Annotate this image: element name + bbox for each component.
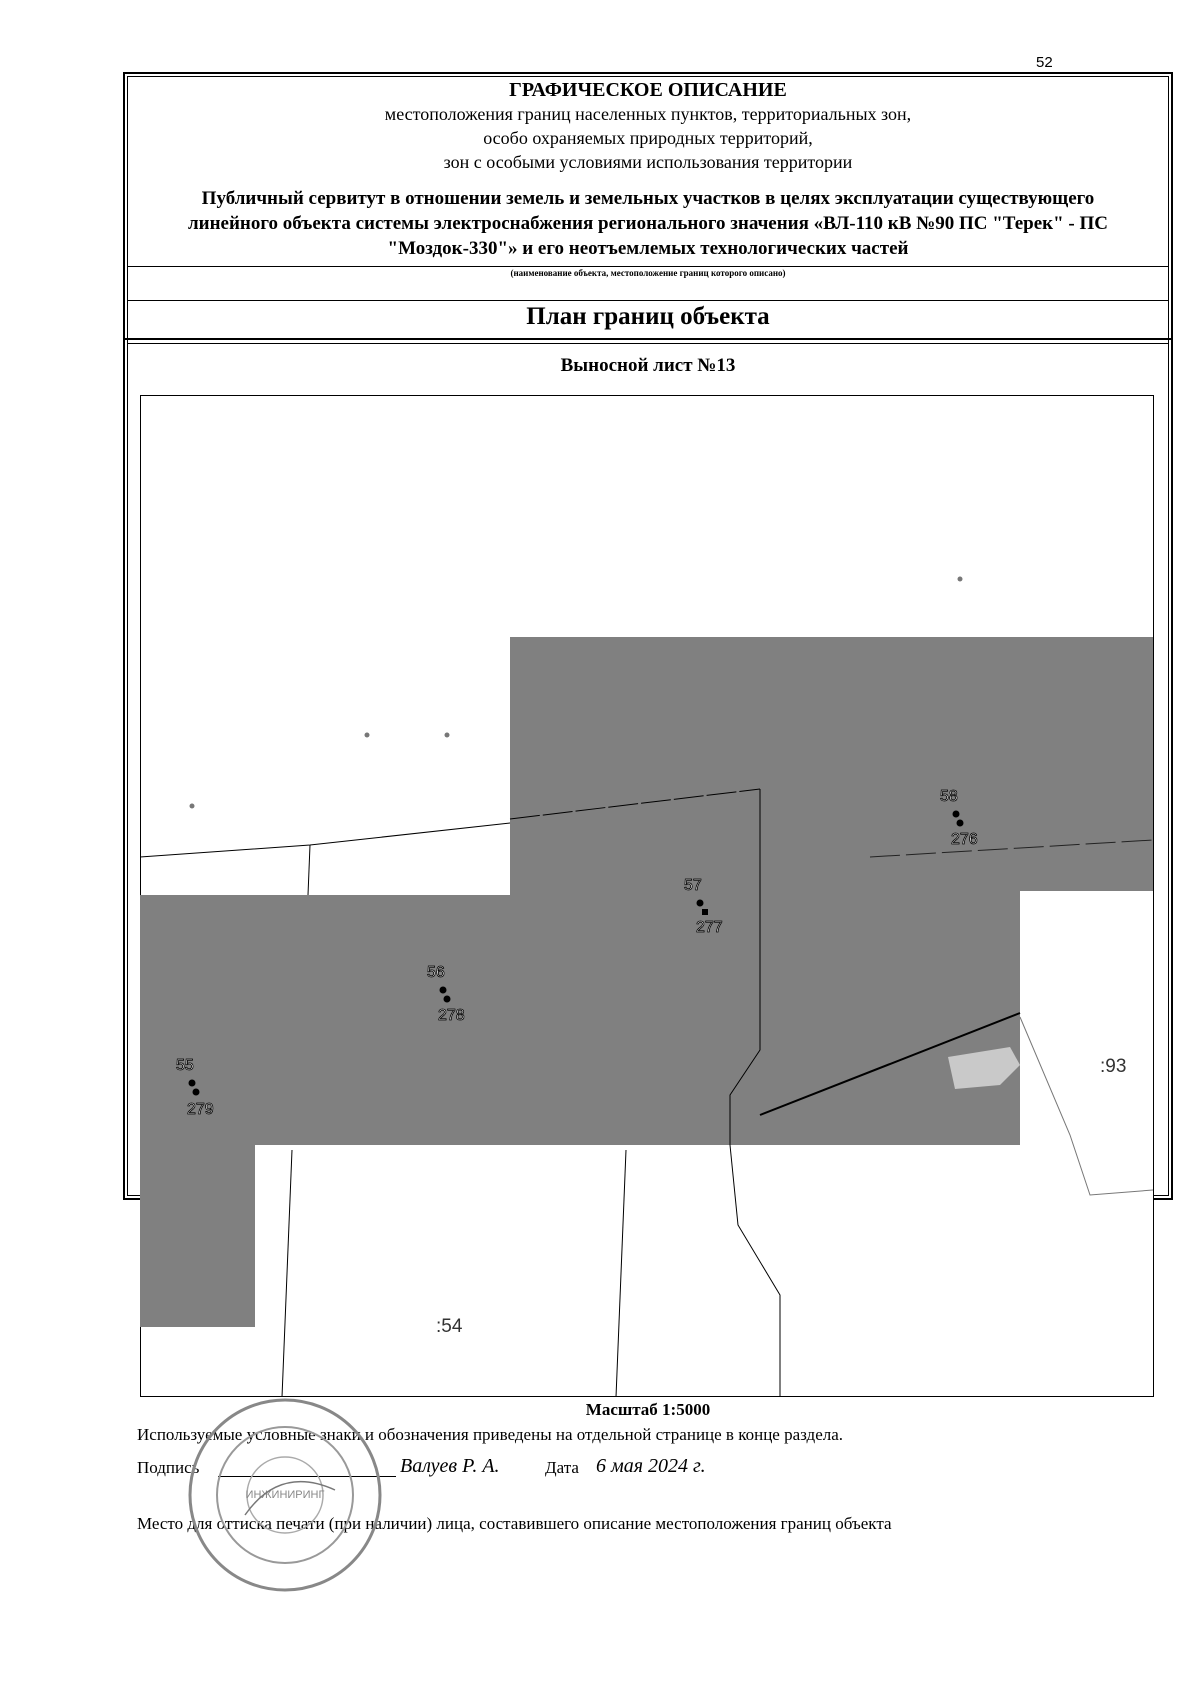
company-seal bbox=[185, 1395, 385, 1595]
document-subtitle-line: местоположения границ населенных пунктов, территориальных зон, bbox=[384, 104, 912, 124]
document-header bbox=[127, 76, 1169, 261]
seal-center-text: ИНЖИНИРИНГ bbox=[245, 1489, 325, 1501]
signer-name: Валуев Р. А. bbox=[400, 1455, 500, 1477]
point-label-bottom: 276 bbox=[951, 831, 978, 848]
point-marker bbox=[444, 996, 451, 1003]
date-value: 6 мая 2024 г. bbox=[596, 1455, 706, 1477]
point-marker bbox=[702, 909, 708, 915]
point-marker bbox=[957, 820, 964, 827]
parcel-label: :54 bbox=[436, 1316, 463, 1337]
point-label-top: 57 bbox=[684, 877, 702, 894]
object-name: Публичный сервитут в отношении земель и земельных участков в целях эксплуатации существующего линейного объекта системы электроснабжения регионального значения «ВЛ-110 кВ №90 ПС "Терек" - ПС "Моздок-330"» и его неотъемлемых технологических частей bbox=[187, 188, 1108, 259]
point-label-top: 58 bbox=[940, 788, 958, 805]
point-label-bottom: 279 bbox=[187, 1101, 214, 1118]
point-marker bbox=[193, 1089, 200, 1096]
seal-note: Место для оттиска печати (при наличии) лица, составившего описание местоположения границ объекта bbox=[137, 1514, 892, 1533]
point-label-top: 55 bbox=[176, 1057, 194, 1074]
page-number: 52 bbox=[1036, 54, 1053, 71]
document-subtitle-line: особо охраняемых природных территорий, bbox=[483, 128, 813, 148]
point-label-bottom: 277 bbox=[696, 919, 723, 936]
signature-label: Подпись bbox=[137, 1458, 200, 1477]
document-subtitle-line: зон с особыми условиями использования территории bbox=[443, 152, 853, 172]
object-name-caption: (наименование объекта, местоположение границ которого описано) bbox=[510, 268, 786, 278]
divider bbox=[123, 338, 1173, 340]
divider bbox=[127, 300, 1169, 301]
document-title: ГРАФИЧЕСКОЕ ОПИСАНИЕ bbox=[509, 79, 787, 101]
sheet-title: Выносной лист №13 bbox=[560, 355, 736, 376]
divider bbox=[127, 266, 1169, 267]
scale-label: Масштаб 1:5000 bbox=[585, 1400, 711, 1419]
divider bbox=[127, 343, 1169, 344]
point-marker bbox=[953, 811, 960, 818]
parcel-label: :93 bbox=[1100, 1056, 1127, 1077]
point-label-bottom: 278 bbox=[438, 1007, 465, 1024]
date-label: Дата bbox=[545, 1458, 579, 1477]
point-marker bbox=[189, 1080, 196, 1087]
point-marker bbox=[440, 987, 447, 994]
boundary-map bbox=[140, 395, 1154, 1397]
plan-title: План границ объекта bbox=[526, 303, 770, 330]
legend-note: Используемые условные знаки и обозначения приведены на отдельной странице в конце раздела. bbox=[137, 1425, 844, 1444]
point-marker bbox=[697, 900, 704, 907]
point-label-top: 56 bbox=[427, 964, 445, 981]
